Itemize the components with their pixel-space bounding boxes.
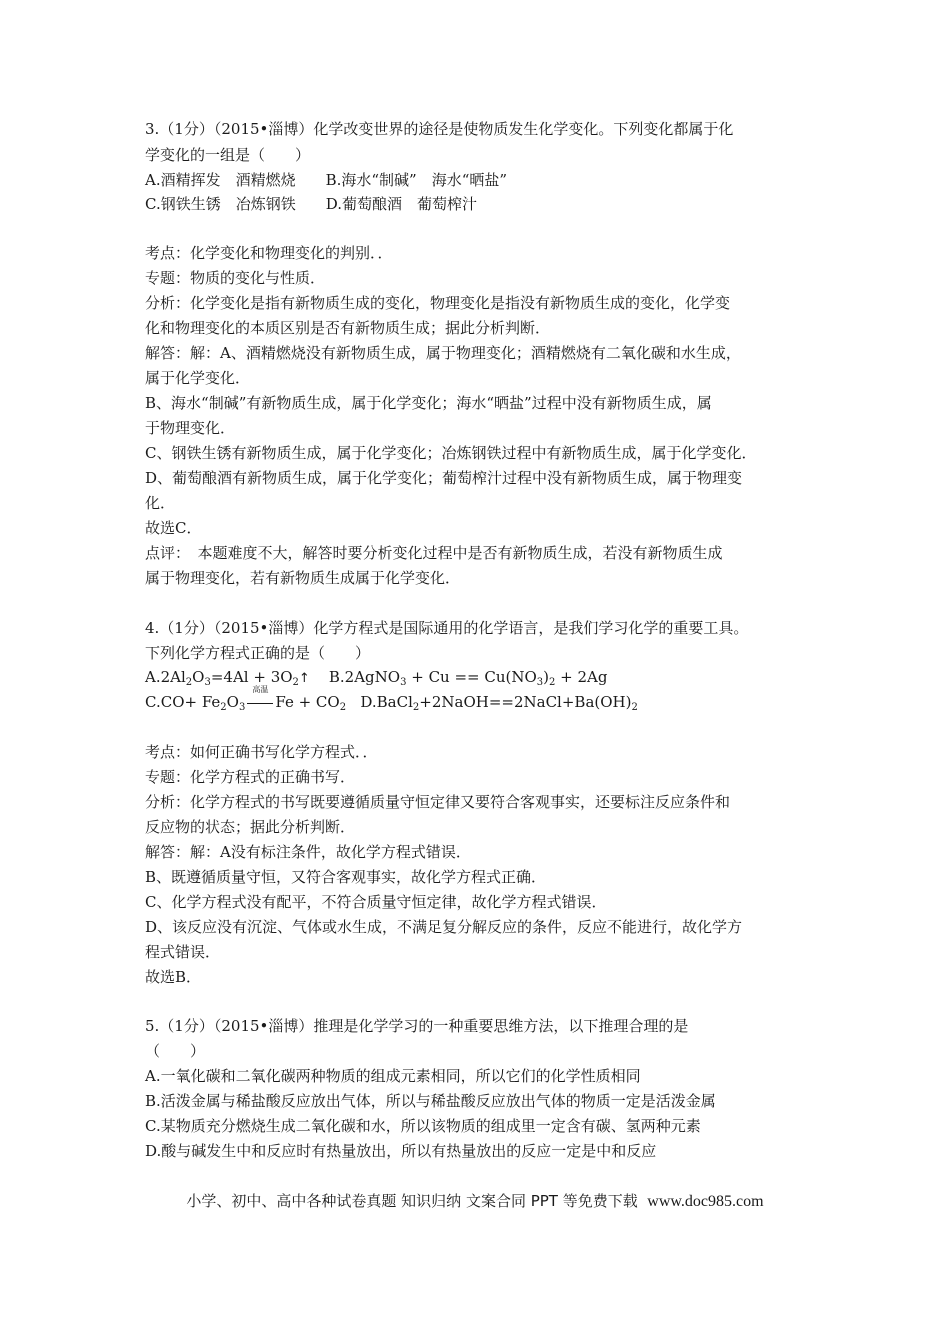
q3-zhuanti: 专题：物质的变化与性质．	[145, 269, 326, 287]
footer-text: 小学、初中、高中各种试卷真题 知识归纳 文案合同 PPT 等免费下载	[186, 1192, 638, 1210]
q3-options-cd: C.钢铁生锈 冶炼钢铁 D.葡萄酿酒 葡萄榨汁	[145, 195, 477, 213]
q4-answer: 故选B．	[145, 968, 202, 986]
q3-fenxi-1: 分析：化学变化是指有新物质生成的变化，物理变化是指没有新物质生成的变化，化学变	[145, 294, 731, 312]
q3-stem-line2: 学变化的一组是（ ）	[145, 146, 311, 164]
q4-option-b: B.2AgNO$_3$ + $Cu == Cu(NO_3)_2 + 2Ag$	[328, 668, 608, 688]
q5-option-b: B.活泼金属与稀盐酸反应放出气体，所以与稀盐酸反应放出气体的物质一定是活泼金属	[145, 1092, 716, 1110]
q4-jieda-5: 程式错误．	[145, 943, 221, 961]
q4-jieda-2: B、既遵循质量守恒，又符合客观事实，故化学方程式正确．	[145, 868, 547, 886]
q3-stem-line1: 3.（1分）（2015•淄博）化学改变世界的途径是使物质发生化学变化。下列变化都属于化	[145, 120, 734, 138]
reaction-condition: 高温	[245, 692, 275, 712]
q3-dianping-2: 属于物理变化，若有新物质生成属于化学变化．	[145, 569, 461, 587]
q3-jieda-6: D、葡萄酿酒有新物质生成，属于化学变化；葡萄榨汁过程中没有新物质生成，属于物理变	[145, 469, 743, 487]
q3-jieda-1: 解答：解：A、酒精燃烧没有新物质生成，属于物理变化；酒精燃烧有二氧化碳和水生成，	[145, 344, 741, 362]
q3-jieda-5: C、钢铁生锈有新物质生成，属于化学变化；冶炼钢铁过程中有新物质生成，属于化学变化．	[145, 444, 757, 462]
q5-stem-line1: 5.（1分）（2015•淄博）推理是化学学习的一种重要思维方法，以下推理合理的是	[145, 1017, 689, 1035]
q4-kaodian: 考点：如何正确书写化学方程式．．	[145, 743, 378, 761]
q3-jieda-3: B、海水“制碱”有新物质生成，属于化学变化；海水“晒盐”过程中没有新物质生成，属	[145, 394, 712, 412]
q4-stem-line1: 4.（1分）（2015•淄博）化学方程式是国际通用的化学语言，是我们学习化学的重要工具。	[145, 619, 749, 637]
q4-option-d: $D.BaCl_2+2NaOH==2NaCl+Ba(OH)_2$	[360, 693, 638, 713]
q5-option-d: D.酸与碱发生中和反应时有热量放出，所以有热量放出的反应一定是中和反应	[145, 1142, 657, 1160]
q4-stem-line2: 下列化学方程式正确的是（ ）	[145, 644, 371, 662]
q3-jieda-4: 于物理变化．	[145, 419, 236, 437]
q3-answer: 故选C．	[145, 519, 202, 537]
q4-option-a: $A.2Al_2O_3=4Al$ + $3O_2↑$	[145, 668, 310, 688]
q3-jieda-7: 化．	[145, 494, 176, 512]
q4-zhuanti: 专题：化学方程式的正确书写．	[145, 768, 356, 786]
q4-fenxi-2: 反应物的状态；据此分析判断．	[145, 818, 356, 836]
q5-option-a: A.一氧化碳和二氧化碳两种物质的组成元素相同，所以它们的化学性质相同	[145, 1067, 641, 1085]
q3-dianping-1: 点评： 本题难度不大，解答时要分析变化过程中是否有新物质生成，若没有新物质生成	[145, 544, 723, 562]
q4-options-ab	[145, 667, 608, 689]
q3-jieda-2: 属于化学变化．	[145, 369, 251, 387]
q4-jieda-1: 解答：解：A没有标注条件，故化学方程式错误．	[145, 843, 471, 861]
q4-jieda-3: C、化学方程式没有配平，不符合质量守恒定律，故化学方程式错误．	[145, 893, 607, 911]
q4-options-cd	[145, 685, 638, 713]
q5-stem-line2: （ ）	[145, 1042, 206, 1060]
gas-arrow-icon: ↑	[298, 671, 310, 686]
q4-option-c: $C.CO+ Fe_2O_3$ 高温 $Fe + CO_2$	[145, 685, 347, 713]
q3-kaodian: 考点：化学变化和物理变化的判别．．	[145, 244, 393, 262]
q5-option-c: C.某物质充分燃烧生成二氧化碳和水，所以该物质的组成里一定含有碳、氢两种元素	[145, 1117, 701, 1135]
q4-fenxi-1: 分析：化学方程式的书写既要遵循质量守恒定律又要符合客观事实，还要标注反应条件和	[145, 793, 731, 811]
footer-site-link[interactable]: www.doc985.com	[647, 1193, 764, 1210]
q4-jieda-4: D、该反应没有沉淀、气体或水生成，不满足复分解反应的条件，反应不能进行，故化学方	[145, 918, 743, 936]
q3-options-ab: A.酒精挥发 酒精燃烧 B.海水“制碱” 海水“晒盐”	[145, 171, 508, 189]
condition-line	[247, 703, 273, 704]
page-footer	[0, 1191, 950, 1212]
q3-fenxi-2: 化和物理变化的本质区别是否有新物质生成；据此分析判断．	[145, 319, 551, 337]
